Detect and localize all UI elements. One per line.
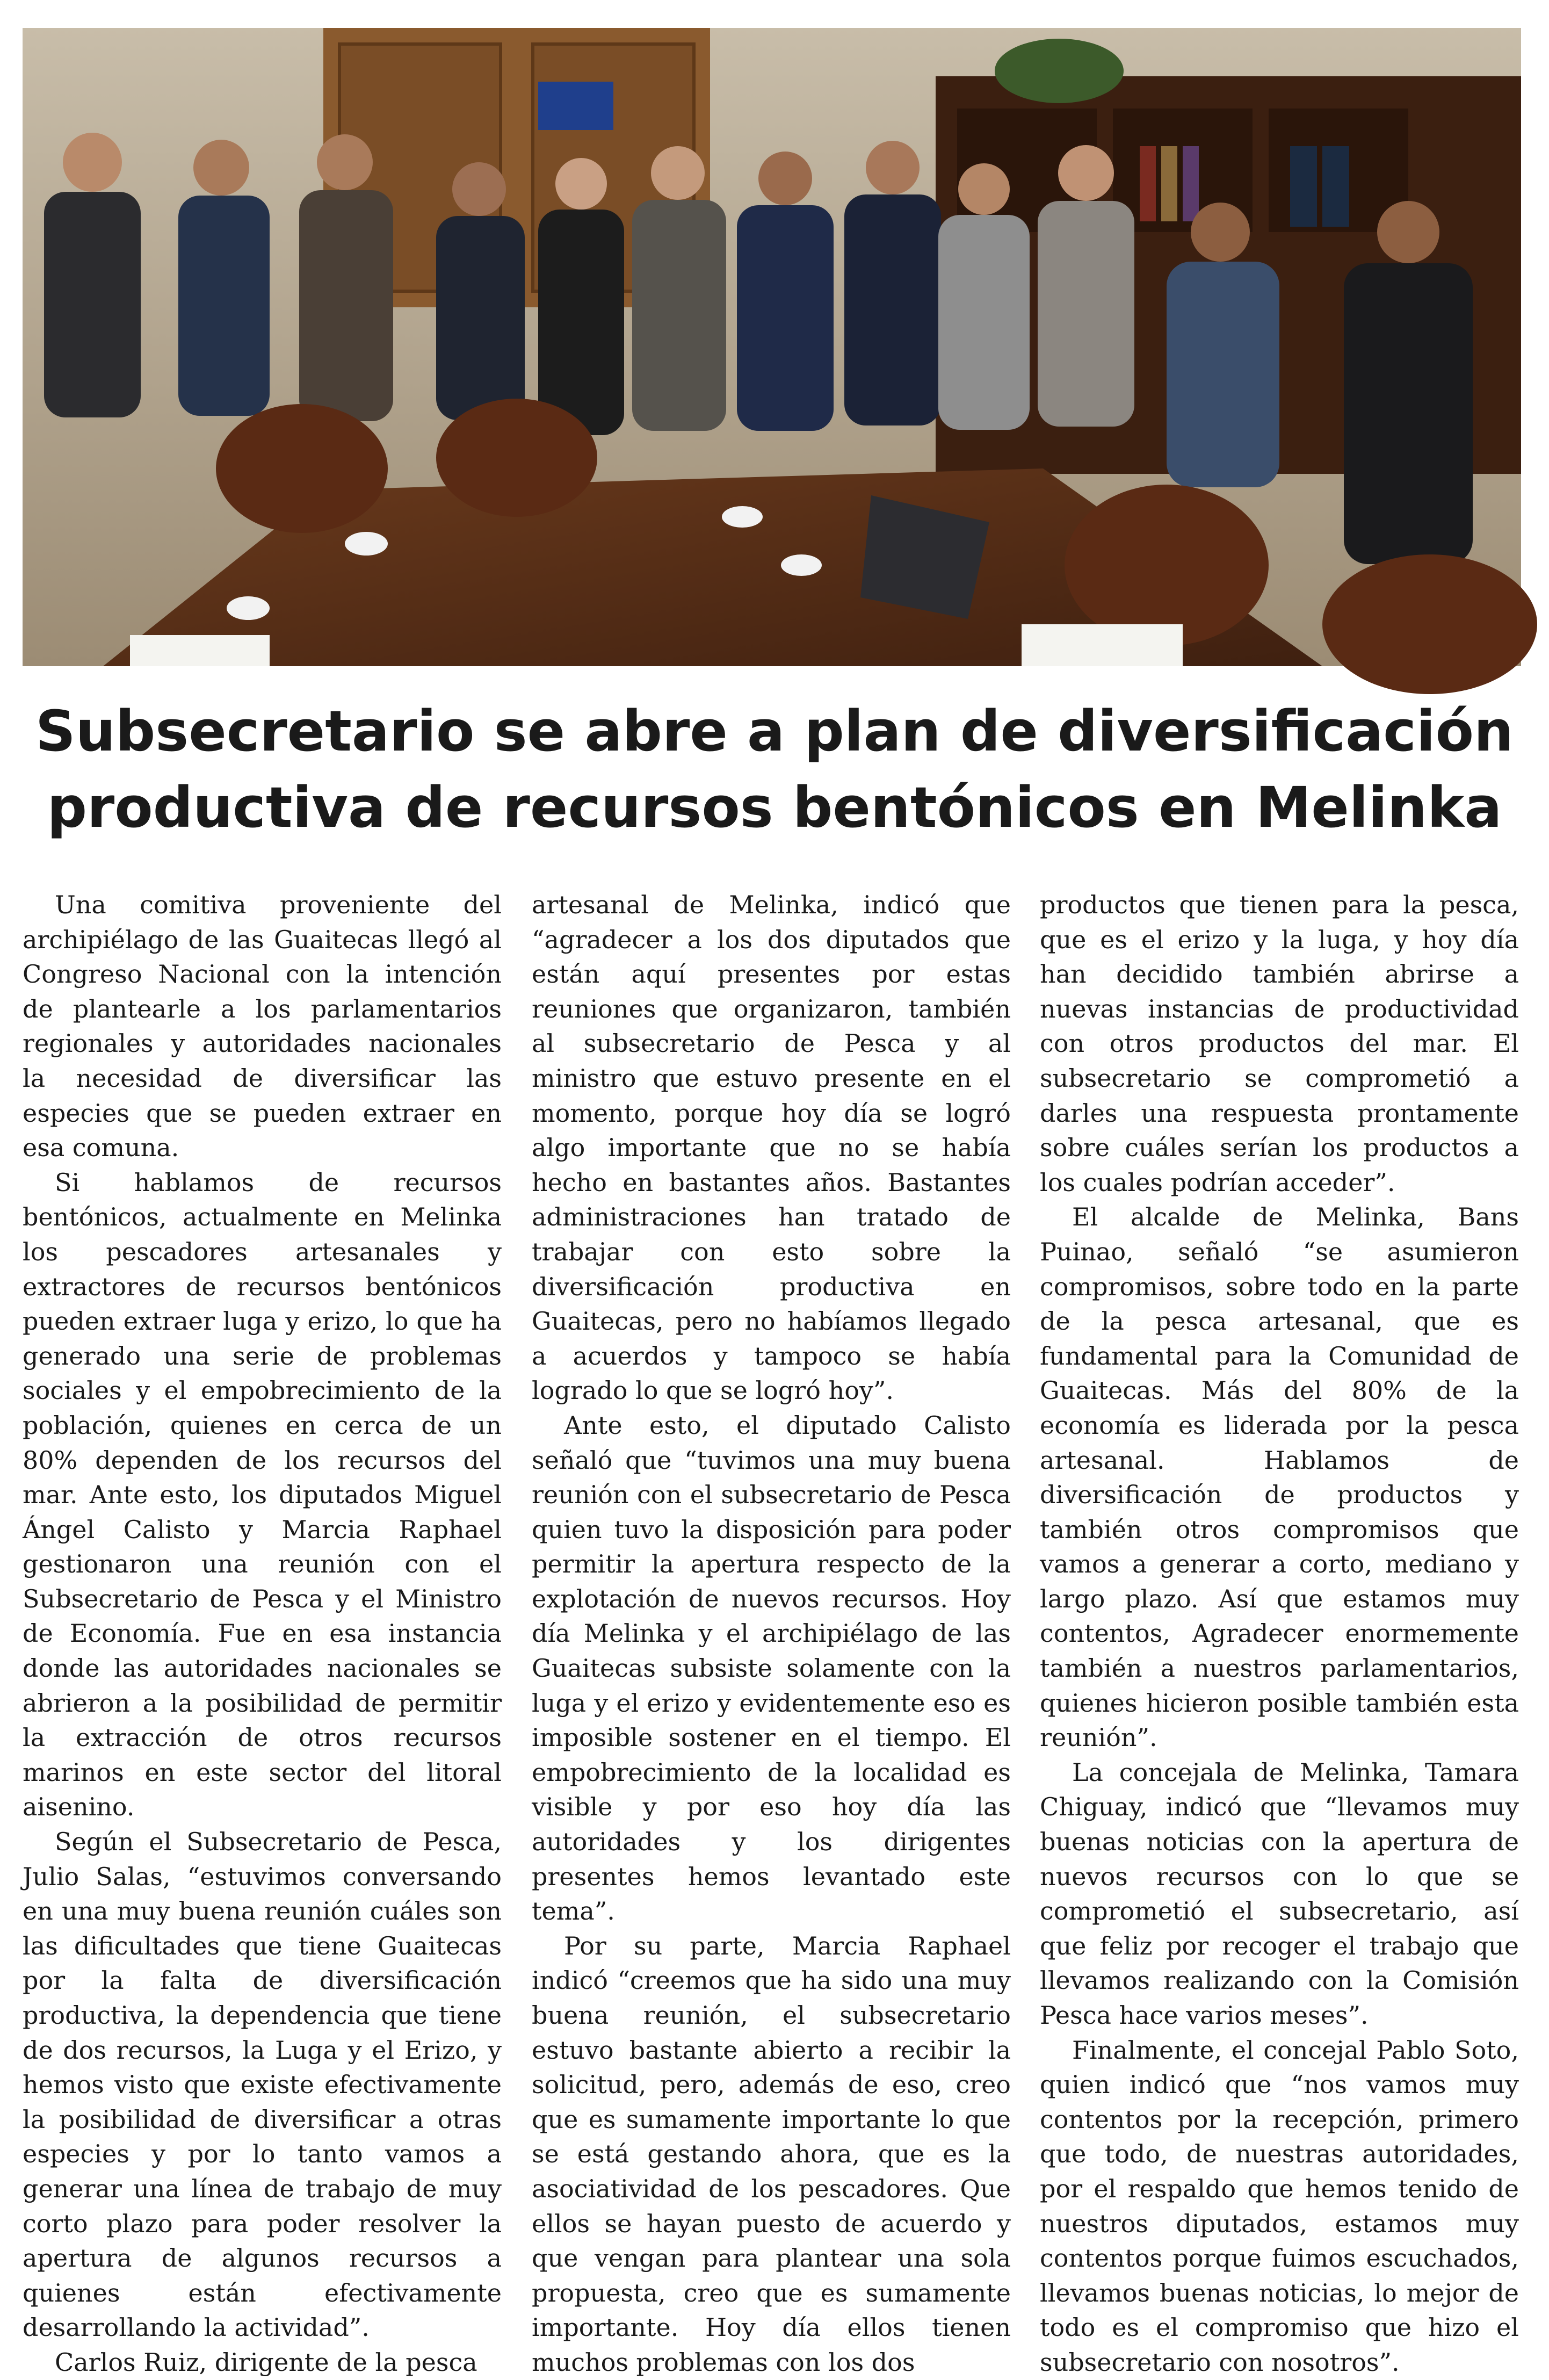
paragraph: Ante esto, el diputado Calisto señaló que “tuvimos una muy buena reunión con el subsecretario de Pesca quien tuvo la disposición para poder permitir la apertura respecto de la explotación de nuevos recursos. Hoy día Melinka y el archipiélago de las Guaitecas subsiste solamente con la luga y el erizo y evidentemente eso es imposible sostener en el tiempo. El empobrecimiento de la localidad es visible y por eso hoy día las autoridades y los dirigentes presentes hemos levantado este tema”. bbox=[532, 1410, 1011, 1926]
article-column-2 bbox=[532, 888, 1011, 2377]
paragraph: artesanal de Melinka, indicó que “agradecer a los dos diputados que están aquí presentes por estas reuniones que organizaron, también al subsecretario de Pesca y al ministro que estuvo presente en el momento, porque hoy día se logró algo importante que no se había hecho en bastantes años. Bastantes administraciones han tratado de trabajar con esto sobre la diversificación productiva en Guaitecas, pero no habíamos llegado a acuerdos y tampoco se había logrado lo que se logró hoy”. bbox=[532, 890, 1011, 1405]
paragraph: productos que tienen para la pesca, que es el erizo y la luga, y hoy día han decidido también abrirse a nuevas instancias de productividad con otros productos del mar. El subsecretario se comprometió a darles una respuesta prontamente sobre cuáles serían los productos a los cuales podrían acceder”. bbox=[1040, 890, 1519, 1197]
group-photo-illustration bbox=[23, 28, 1521, 666]
paragraph: El alcalde de Melinka, Bans Puinao, señaló “se asumieron compromisos, sobre todo en la parte de la pesca artesanal, que es fundamental para la Comunidad de Guaitecas. Más del 80% de la economía es liderada por la pesca artesanal. Hablamos de diversificación de productos y también otros compromisos que vamos a generar a corto, mediano y largo plazo. Así que estamos muy contentos, Agradecer enormemente también a nuestros parlamentarios, quienes hicieron posible también esta reunión”. bbox=[1040, 1202, 1519, 1752]
headline bbox=[23, 693, 1526, 846]
headline-line-1: Subsecretario se abre a plan de diversificación bbox=[35, 698, 1514, 764]
article-column-3 bbox=[1040, 888, 1519, 2377]
headline-line-2: productiva de recursos bentónicos en Melinka bbox=[47, 775, 1502, 840]
paragraph: La concejala de Melinka, Tamara Chiguay, indicó que “llevamos muy buenas noticias con la apertura de nuevos recursos con lo que se comprometió el subsecretario, así que feliz por recoger el trabajo que llevamos realizando con la Comisión Pesca hace varios meses”. bbox=[1040, 1757, 1519, 2030]
paragraph: Si hablamos de recursos bentónicos, actualmente en Melinka los pescadores artesanales y extractores de recursos bentónicos pueden extraer luga y erizo, lo que ha generado una serie de problemas sociales y el empobrecimiento de la población, quienes en cerca de un 80% dependen de los recursos del mar. Ante esto, los diputados Miguel Ángel Calisto y Marcia Raphael gestionaron una reunión con el Subsecretario de Pesca y el Ministro de Economía. Fue en esa instancia donde las autoridades nacionales se abrieron a la posibilidad de permitir la extracción de otros recursos marinos en este sector del litoral aisenino. bbox=[23, 1167, 502, 1822]
article-photo bbox=[23, 28, 1521, 666]
paragraph: Carlos Ruiz, dirigente de la pesca bbox=[55, 2347, 477, 2377]
paragraph: Por su parte, Marcia Raphael indicó “creemos que ha sido una muy buena reunión, el subsecretario estuvo bastante abierto a recibir la solicitud, pero, además de eso, creo que es sumamente importante lo que se está gestando ahora, que es la asociatividad de los pescadores. Que ellos se hayan puesto de acuerdo y que vengan para plantear una sola propuesta, creo que es sumamente importante. Hoy día ellos tienen muchos problemas con los dos bbox=[532, 1931, 1011, 2377]
paragraph: Una comitiva proveniente del archipiélago de las Guaitecas llegó al Congreso Nacional con la intención de plantearle a los parlamentarios regionales y autoridades nacionales la necesidad de diversificar las especies que se pueden extraer en esa comuna. bbox=[23, 890, 502, 1163]
article-column-1 bbox=[23, 888, 502, 2377]
paragraph: Según el Subsecretario de Pesca, Julio Salas, “estuvimos conversando en una muy buena reunión cuáles son las dificultades que tiene Guaitecas por la falta de diversificación productiva, la dependencia que tiene de dos recursos, la Luga y el Erizo, y hemos visto que existe efectivamente la posibilidad de diversificar a otras especies y por lo tanto vamos a generar una línea de trabajo de muy corto plazo para poder resolver la apertura de algunos recursos a quienes están efectivamente desarrollando la actividad”. bbox=[23, 1827, 502, 2342]
paragraph: Finalmente, el concejal Pablo Soto, quien indicó que “nos vamos muy contentos por la recepción, primero que todo, de nuestras autoridades, por el respaldo que hemos tenido de nuestros diputados, estamos muy contentos porque fuimos escuchados, llevamos buenas noticias, lo mejor de todo es el compromiso que hizo el subsecretario con nosotros”. bbox=[1040, 2035, 1519, 2377]
